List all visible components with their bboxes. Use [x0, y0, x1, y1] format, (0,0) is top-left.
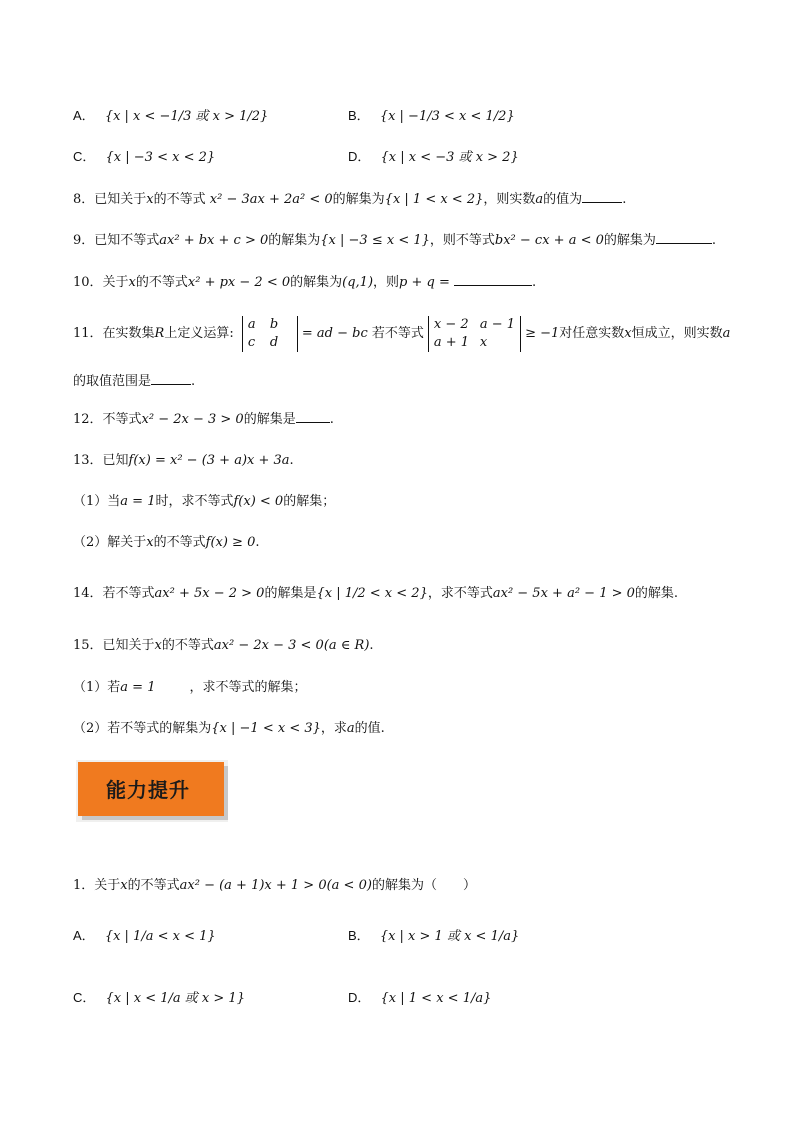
p1-option-d: D． {x | 1 < x < 1/a}: [348, 990, 492, 1006]
section-banner: [76, 760, 228, 822]
q7-option-c: C． {x | −3 < x < 2}: [73, 149, 216, 165]
answer-blank: [454, 273, 532, 286]
question-12: 12．不等式x² − 2x − 3 > 0的解集是 .: [73, 412, 334, 427]
question-13-part-2: （2）解关于x的不等式f(x) ≥ 0.: [73, 535, 260, 550]
question-9: 9．已知不等式ax² + bx + c > 0的解集为{x | −3 ≤ x < 1}，则不等式bx² − cx + a < 0的解集为 .: [73, 233, 717, 248]
answer-blank: [296, 410, 330, 423]
p1-option-c: C． {x | x < 1/a 或 x > 1}: [73, 990, 245, 1006]
answer-blank: [582, 190, 622, 203]
question-13: 13．已知f(x) = x² − (3 + a)x + 3a.: [73, 453, 294, 468]
question-14: 14．若不等式ax² + 5x − 2 > 0的解集是{x | 1/2 < x < 2}，求不等式ax² − 5x + a² − 1 > 0的解集.: [73, 586, 679, 601]
q7-option-d: D． {x | x < −3 或 x > 2}: [348, 149, 519, 165]
question-15: 15．已知关于x的不等式ax² − 2x − 3 < 0(a ∈ R).: [73, 638, 374, 653]
p1-option-a: A． {x | 1/a < x < 1}: [73, 928, 216, 944]
q7-option-b: B． {x | −1/3 < x < 1/2}: [348, 108, 515, 124]
question-8: 8．已知关于x的不等式 x² − 3ax + 2a² < 0的解集为{x | 1 < x < 2}，则实数a的值为 .: [73, 192, 627, 207]
question-11: 11．在实数集R上定义运算: a b c d = ad − bc 若不等式 x − 2 a − 1 a + 1 x ≥ −1对任意实数x恒成立，则实数a: [73, 316, 731, 350]
question-10: 10．关于x的不等式x² + px − 2 < 0的解集为(q,1)，则p + q = .: [73, 275, 537, 290]
question-13-part-1: （1）当a = 1时，求不等式f(x) < 0的解集；: [73, 494, 336, 509]
question-11-line2: 的取值范围是 .: [73, 374, 196, 389]
determinant-definition: a b c d: [242, 316, 298, 352]
question-15-part-1: （1）若a = 1 ，求不等式的解集；: [73, 680, 307, 695]
section-banner-title: 能力提升: [106, 778, 190, 802]
question-15-part-2: （2）若不等式的解集为{x | −1 < x < 3}，求a的值.: [73, 721, 385, 736]
answer-blank: [151, 372, 191, 385]
answer-blank: [656, 231, 712, 244]
q7-option-a: A． {x | x < −1/3 或 x > 1/2}: [73, 108, 269, 124]
section-banner-box: [78, 762, 224, 816]
practice-question-1: 1．关于x的不等式ax² − (a + 1)x + 1 > 0(a < 0)的解集为（ ）: [73, 878, 476, 893]
determinant-inequality: x − 2 a − 1 a + 1 x: [428, 316, 521, 352]
p1-option-b: B． {x | x > 1 或 x < 1/a}: [348, 928, 520, 944]
